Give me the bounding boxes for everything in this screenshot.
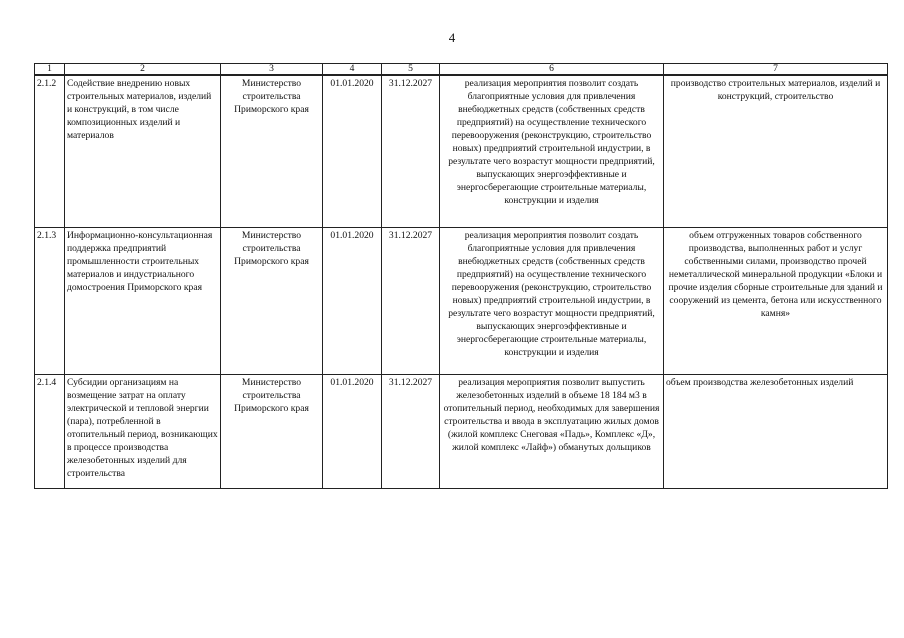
expected-result: реализация мероприятия позволит создать благоприятные условия для привлечения внебюджетных средств (собственных средств предприятий) на осуществление технического перевооружения (реконструкцию, строительство новых) предприятий строительной индустрии, в результате чего возрастут мощности предприятий, выпускающих энергоэффективные и энергосберегающие строительные материалы, конструкции и изделия: [440, 228, 664, 375]
end-date: 31.12.2027: [382, 375, 440, 489]
header-cell: 7: [664, 64, 888, 76]
indicator: объем отгруженных товаров собственного производства, выполненных работ и услуг собственными силами, производство прочей неметаллической минеральной продукции «Блоки и прочие изделия сборные строительные для зданий и сооружений из цемента, бетона или искусственного камня»: [664, 228, 888, 375]
header-cell: 4: [323, 64, 382, 76]
header-row: [35, 64, 888, 76]
header-cell: 3: [221, 64, 323, 76]
executor: Министерство строительства Приморского края: [221, 228, 323, 375]
measure-name: Информационно-консультационная поддержка предприятий промышленности строительных материалов и индустриального домостроения Приморского края: [65, 228, 221, 375]
table-row: [35, 375, 888, 489]
measure-name: Субсидии организациям на возмещение затрат на оплату электрической и тепловой энергии (пара), потребленной в отопительный период, возникающих в процессе производства железобетонных изделий для строительства: [65, 375, 221, 489]
header-cell: 5: [382, 64, 440, 76]
executor: Министерство строительства Приморского края: [221, 375, 323, 489]
start-date: 01.01.2020: [323, 75, 382, 228]
indicator: производство строительных материалов, изделий и конструкций, строительство: [664, 75, 888, 228]
header-cell: 1: [35, 64, 65, 76]
executor: Министерство строительства Приморского края: [221, 75, 323, 228]
start-date: 01.01.2020: [323, 375, 382, 489]
table-row: [35, 228, 888, 375]
indicator: объем производства железобетонных изделий: [664, 375, 888, 489]
row-number: 2.1.4: [35, 375, 65, 489]
expected-result: реализация мероприятия позволит создать благоприятные условия для привлечения внебюджетных средств (собственных средств предприятий) на осуществление технического перевооружения (реконструкцию, строительство новых) предприятий строительной индустрии, в результате чего возрастут мощности предприятий, выпускающих энергоэффективные и энергосберегающие строительные материалы, конструкции и изделия: [440, 75, 664, 228]
page-number: 4: [448, 30, 456, 45]
header-cell: 6: [440, 64, 664, 76]
measure-name: Содействие внедрению новых строительных материалов, изделий и конструкций, в том числе композиционных изделий и материалов: [65, 75, 221, 228]
measures-table: [34, 63, 888, 489]
expected-result: реализация мероприятия позволит выпустить железобетонных изделий в объеме 18 184 м3 в отопительный период, необходимых для завершения строительства и ввода в эксплуатацию жилых домов (жилой комплекс Снеговая «Падь», Комплекс «Д», жилой комплекс «Лайф») обманутых дольщиков: [440, 375, 664, 489]
start-date: 01.01.2020: [323, 228, 382, 375]
end-date: 31.12.2027: [382, 228, 440, 375]
table-row: [35, 75, 888, 228]
row-number: 2.1.3: [35, 228, 65, 375]
row-number: 2.1.2: [35, 75, 65, 228]
header-cell: 2: [65, 64, 221, 76]
end-date: 31.12.2027: [382, 75, 440, 228]
